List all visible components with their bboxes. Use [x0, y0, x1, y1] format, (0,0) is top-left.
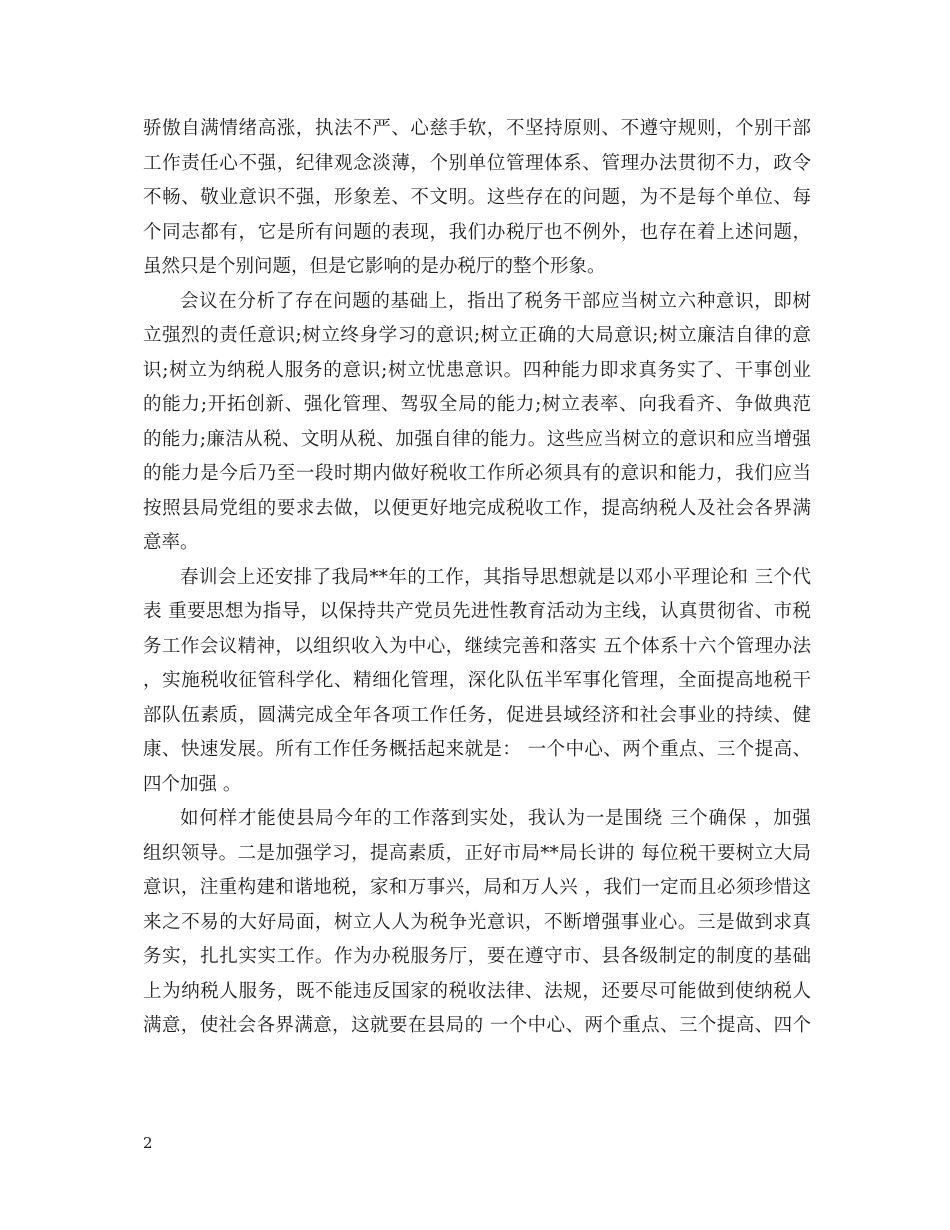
paragraph-first-line: 春训会上还安排了我局**年的工作，其指导思想就是以邓小平理论和 三个代 [180, 566, 811, 588]
text-line: 康、快速发展。所有工作任务概括起来就是： 一个中心、两个重点、三个提高、 [143, 739, 811, 760]
paragraph-first-line: 如何样才能使县局今年的工作落到实处，我认为一是围绕 三个确保 ，加强 [180, 808, 811, 829]
text-line: 上为纳税人服务，既不能违反国家的税收法律、法规，还要尽可能做到使纳税人 [143, 980, 811, 1002]
text-line: 组织领导。二是加强学习，提高素质，正好市局**局长讲的 每位税干要树立大局 [143, 842, 811, 864]
text-line: 不畅、敬业意识不强，形象差、不文明。这些存在的问题，为不是每个单位、每 [143, 187, 811, 208]
text-line: ，实施税收征管科学化、精细化管理，深化队伍半军事化管理，全面提高地税干 [143, 670, 811, 691]
text-line: 的能力是今后乃至一段时期内做好税收工作所必须具有的意识和能力，我们应当 [143, 463, 811, 484]
text-line: 工作责任心不强，纪律观念淡薄，个别单位管理体系、管理办法贯彻不力，政令 [143, 152, 811, 174]
text-line: 立强烈的责任意识;树立终身学习的意识;树立正确的大局意识;树立廉洁自律的意 [143, 325, 811, 346]
paragraph-first-line: 会议在分析了存在问题的基础上，指出了税务干部应当树立六种意识，即树 [180, 290, 811, 312]
text-line: 识;树立为纳税人服务的意识;树立忧患意识。四种能力即求真务实了、干事创业 [143, 359, 811, 381]
text-line: 表 重要思想为指导，以保持共产党员先进性教育活动为主线，认真贯彻省、市税 [143, 601, 811, 622]
text-line: 的能力;开拓创新、强化管理、驾驭全局的能力;树立表率、向我看齐、争做典范 [143, 394, 811, 415]
text-line: 按照县局党组的要求去做，以便更好地完成税收工作，提高纳税人及社会各界满 [143, 497, 811, 519]
text-line: 来之不易的大好局面，树立人人为税争光意识，不断增强事业心。三是做到求真 [143, 911, 811, 933]
text-line: 务实，扎扎实实工作。作为办税服务厅，要在遵守市、县各级制定的制度的基础 [143, 946, 811, 967]
text-line: 四个加强 。 [143, 773, 242, 795]
text-line: 个同志都有，它是所有问题的表现，我们办税厅也不例外，也存在着上述问题， [143, 221, 811, 243]
text-line: 的能力;廉洁从税、文明从税、加强自律的能力。这些应当树立的意识和应当增强 [143, 428, 811, 450]
text-line: 意率。 [143, 532, 199, 553]
body-text [143, 112, 811, 1044]
text-line: 骄傲自满情绪高涨，执法不严、心慈手软，不坚持原则、不遵守规则，个别干部 [143, 118, 811, 139]
text-line: 部队伍素质，圆满完成全年各项工作任务，促进县域经济和社会事业的持续、健 [143, 704, 811, 726]
text-line: 意识，注重构建和谐地税，家和万事兴，局和万人兴 ，我们一定而且必须珍惜这 [143, 877, 811, 898]
text-line: 满意，使社会各界满意，这就要在县局的 一个中心、两个重点、三个提高、四个 [143, 1015, 811, 1036]
page-number: 2 [143, 1134, 153, 1152]
text-line: 务工作会议精神，以组织收入为中心，继续完善和落实 五个体系十六个管理办法 [143, 635, 811, 657]
text-line: 虽然只是个别问题，但是它影响的是办税厅的整个形象。 [143, 256, 606, 277]
